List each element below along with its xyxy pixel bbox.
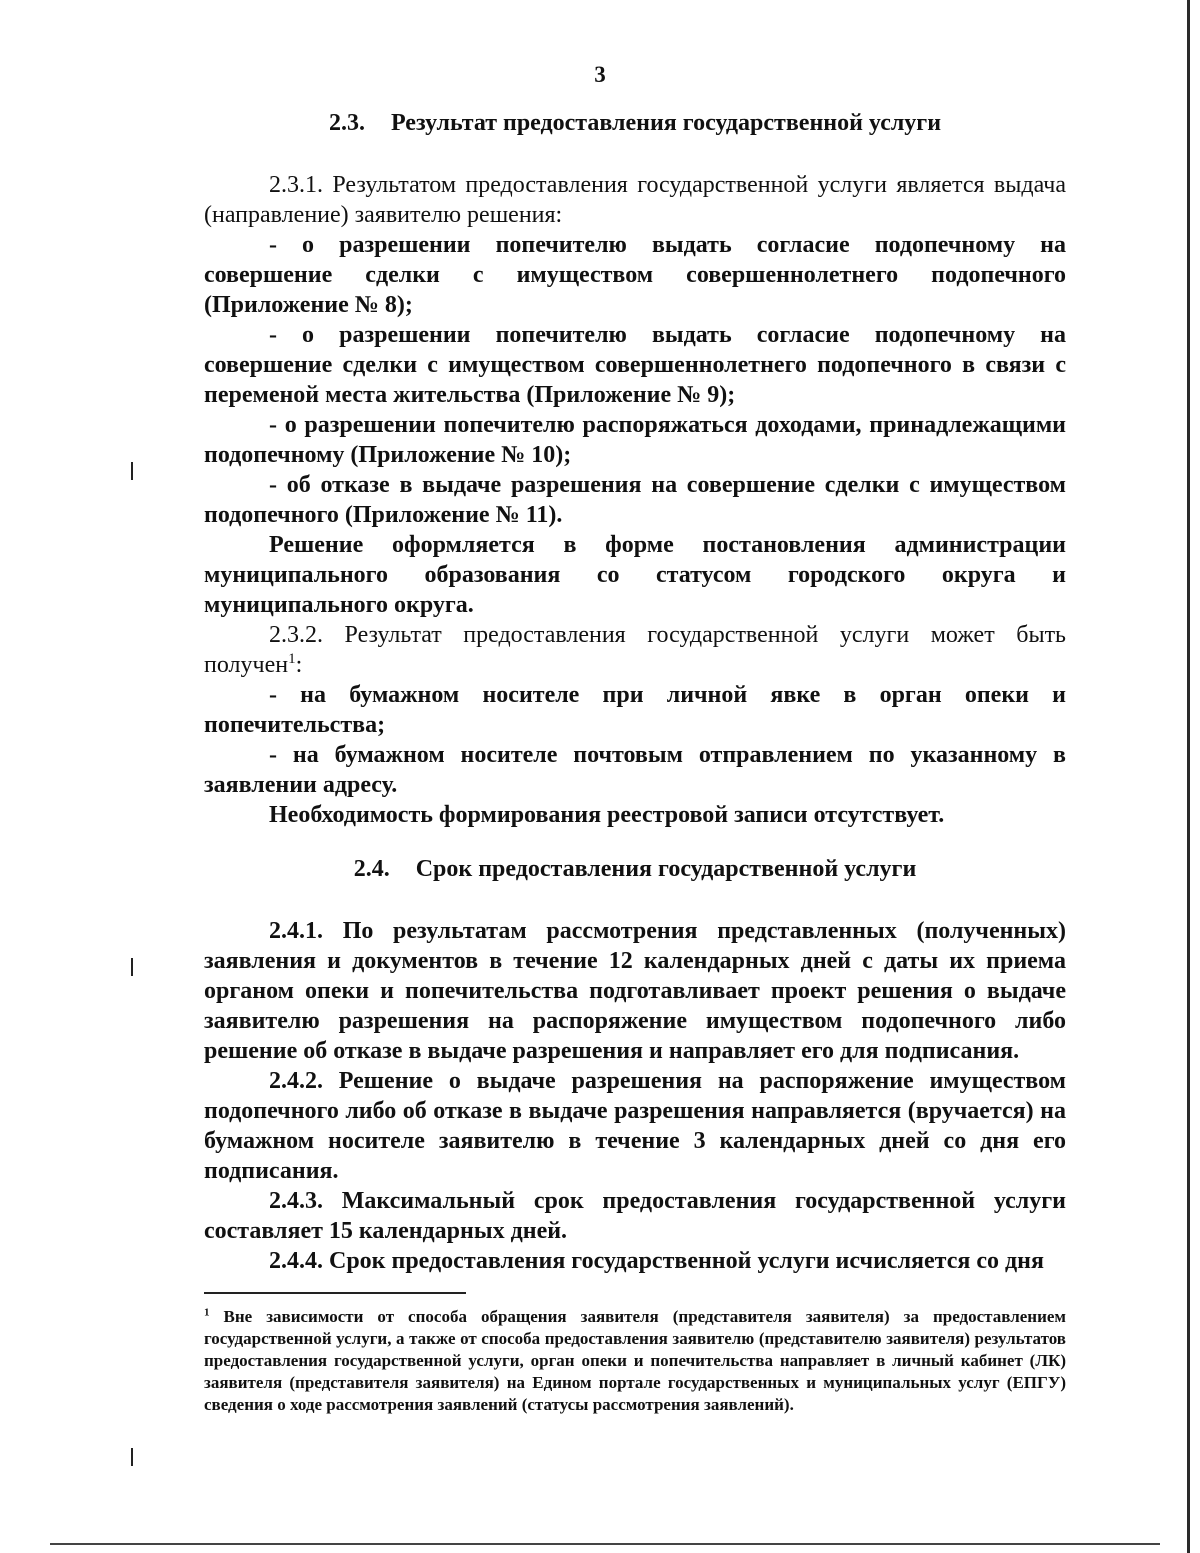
list-item-appendix-9: - о разрешении попечителю выдать согласие подопечному на совершение сделки с имуществом совершеннолетнего подопечного в связи с переменой места жительства (Приложение № 9); xyxy=(204,322,1066,408)
footnote-reference: 1 xyxy=(288,651,296,667)
paragraph-2-3-2 xyxy=(204,620,1066,680)
list-item-postal: - на бумажном носителе почтовым отправлением по указанному в заявлении адресу. xyxy=(204,742,1066,798)
paragraph-registry-note: Необходимость формирования реестровой записи отсутствует. xyxy=(269,802,945,828)
list-item-appendix-11: - об отказе в выдаче разрешения на совершение сделки с имуществом подопечного (Приложение № 11). xyxy=(204,472,1066,528)
section-number: 2.3. xyxy=(328,110,365,136)
paragraph-2-4-1: 2.4.1. По результатам рассмотрения представленных (полученных) заявления и документов в течение 12 календарных дней с даты их приема органом опеки и попечительства подготавливает проект решения о выдаче заявителю разрешения на распоряжение имуществом подопечного либо решение об отказе в выдаче разрешения и направляет его для подписания. xyxy=(204,918,1066,1064)
paragraph-text: 2.3.2. Результат предоставления государственной услуги может быть получен xyxy=(204,622,1066,678)
paragraph-decision-form: Решение оформляется в форме постановления администрации муниципального образования со статусом городского округа и муниципального округа. xyxy=(204,532,1066,618)
margin-mark xyxy=(131,1448,133,1466)
footnote-text: Вне зависимости от способа обращения заявителя (представителя заявителя) за предоставлением государственной услуги, а также от способа предоставления заявителю (представителю заявителя) результатов предоставления государственной услуги, орган опеки и попечительства направляет в личный кабинет (ЛК) заявителя (представителя заявителя) на Едином портале государственных и муниципальных услуг (ЕПГУ) сведения о ходе рассмотрения заявлений (статусы рассмотрения заявлений). xyxy=(204,1307,1066,1414)
footnote xyxy=(204,1306,1066,1416)
scan-edge-right xyxy=(1187,0,1190,1553)
list-item-personal-visit: - на бумажном носителе при личной явке в орган опеки и попечительства; xyxy=(204,682,1066,738)
footnote-separator xyxy=(204,1292,466,1294)
paragraph-2-4-3: 2.4.3. Максимальный срок предоставления государственной услуги составляет 15 календарных дней. xyxy=(204,1188,1066,1244)
section-number: 2.4. xyxy=(353,856,390,882)
section-heading-2-4 xyxy=(204,854,1066,884)
list-item-appendix-8: - о разрешении попечителю выдать согласие подопечному на совершение сделки с имуществом совершеннолетнего подопечного (Приложение № 8); xyxy=(204,232,1066,318)
margin-mark xyxy=(131,462,133,480)
document-body xyxy=(204,108,1066,1416)
footnote-marker: 1 xyxy=(204,1306,210,1319)
scan-edge-bottom xyxy=(50,1543,1160,1545)
paragraph-2-4-2: 2.4.2. Решение о выдаче разрешения на распоряжение имуществом подопечного либо об отказе в выдаче разрешения направляется (вручается) на бумажном носителе заявителю в течение 3 календарных дней со дня его подписания. xyxy=(204,1068,1066,1184)
margin-mark xyxy=(131,958,133,976)
section-heading-2-3 xyxy=(204,108,1066,138)
section-title: Срок предоставления государственной услуги xyxy=(415,856,917,882)
paragraph-2-4-4: 2.4.4. Срок предоставления государственной услуги исчисляется со дня xyxy=(269,1248,1044,1274)
page-number: 3 xyxy=(594,62,606,87)
paragraph-2-3-1: 2.3.1. Результатом предоставления государственной услуги является выдача (направление) заявителю решения: xyxy=(204,172,1066,228)
list-item-appendix-10: - о разрешении попечителю распоряжаться доходами, принадлежащими подопечному (Приложение № 10); xyxy=(204,412,1066,468)
paragraph-tail: : xyxy=(295,652,303,678)
section-title: Результат предоставления государственной услуги xyxy=(390,110,942,136)
